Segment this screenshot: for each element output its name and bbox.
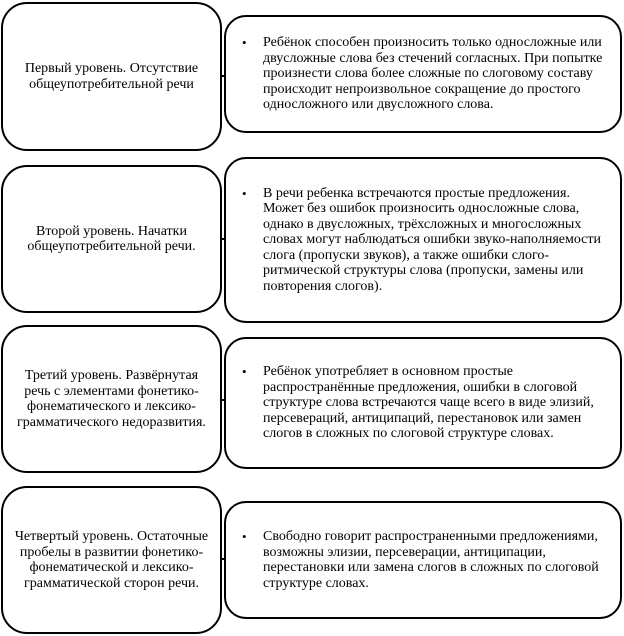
level-3-description-box <box>224 337 622 469</box>
bullet-icon: • <box>242 35 247 51</box>
level-2-description: В речи ребенка встречаются простые предложения. Может без ошибок произносить односложные слова, однако в двусложных, трёхсложных и многосложных словах могут наблюдаться ошибки звуко-наполняемости слога (пропуски звуков), а также ошибки слого-ритмической структуры слова (пропуски, замены или повторения слогов). <box>263 185 602 294</box>
bullet-icon: • <box>242 364 247 380</box>
level-2-description-box <box>224 157 622 323</box>
level-1-description: Ребёнок способен произносить только односложные или двусложные слова без стечений согласных. При попытке произнести слова более сложные по слоговому составу происходит непроизвольное сокращение до простого односложного или двусложного слова. <box>263 35 603 113</box>
bullet-icon: • <box>242 529 247 544</box>
level-2-box <box>1 165 222 313</box>
bullet-icon: • <box>242 185 247 201</box>
level-4-description-box <box>224 501 622 619</box>
level-1-description-box <box>224 15 622 133</box>
level-4-box <box>1 486 222 634</box>
level-1-box <box>1 2 222 151</box>
level-3-title: Третий уровень. Развёрнутая речь с элементами фонетико-фонематического и лексико-грамматического недоразвития. <box>17 368 206 430</box>
level-4-title: Четвертый уровень. Остаточные пробелы в развитии фонетико-фонематической и лексико-грамматической сторон речи. <box>14 529 209 591</box>
level-1-title: Первый уровень. Отсутствие общеупотребительной речи <box>24 61 199 92</box>
level-2-title: Второй уровень. Начатки общеупотребительной речи. <box>27 223 196 254</box>
level-3-box <box>1 325 222 473</box>
level-3-description: Ребёнок употребляет в основном простые распространённые предложения, ошибки в слоговой структуре слова встречаются чаще всего в виде элизий, персевераций, антиципаций, перестановок или замен слогов в сложных по слоговой структуре словах. <box>263 364 594 442</box>
level-4-description: Свободно говорит распространенными предложениями, возможны элизии, персеверации, антиципации, перестановки или замена слогов в сложных по слоговой структуре словах. <box>263 529 599 591</box>
